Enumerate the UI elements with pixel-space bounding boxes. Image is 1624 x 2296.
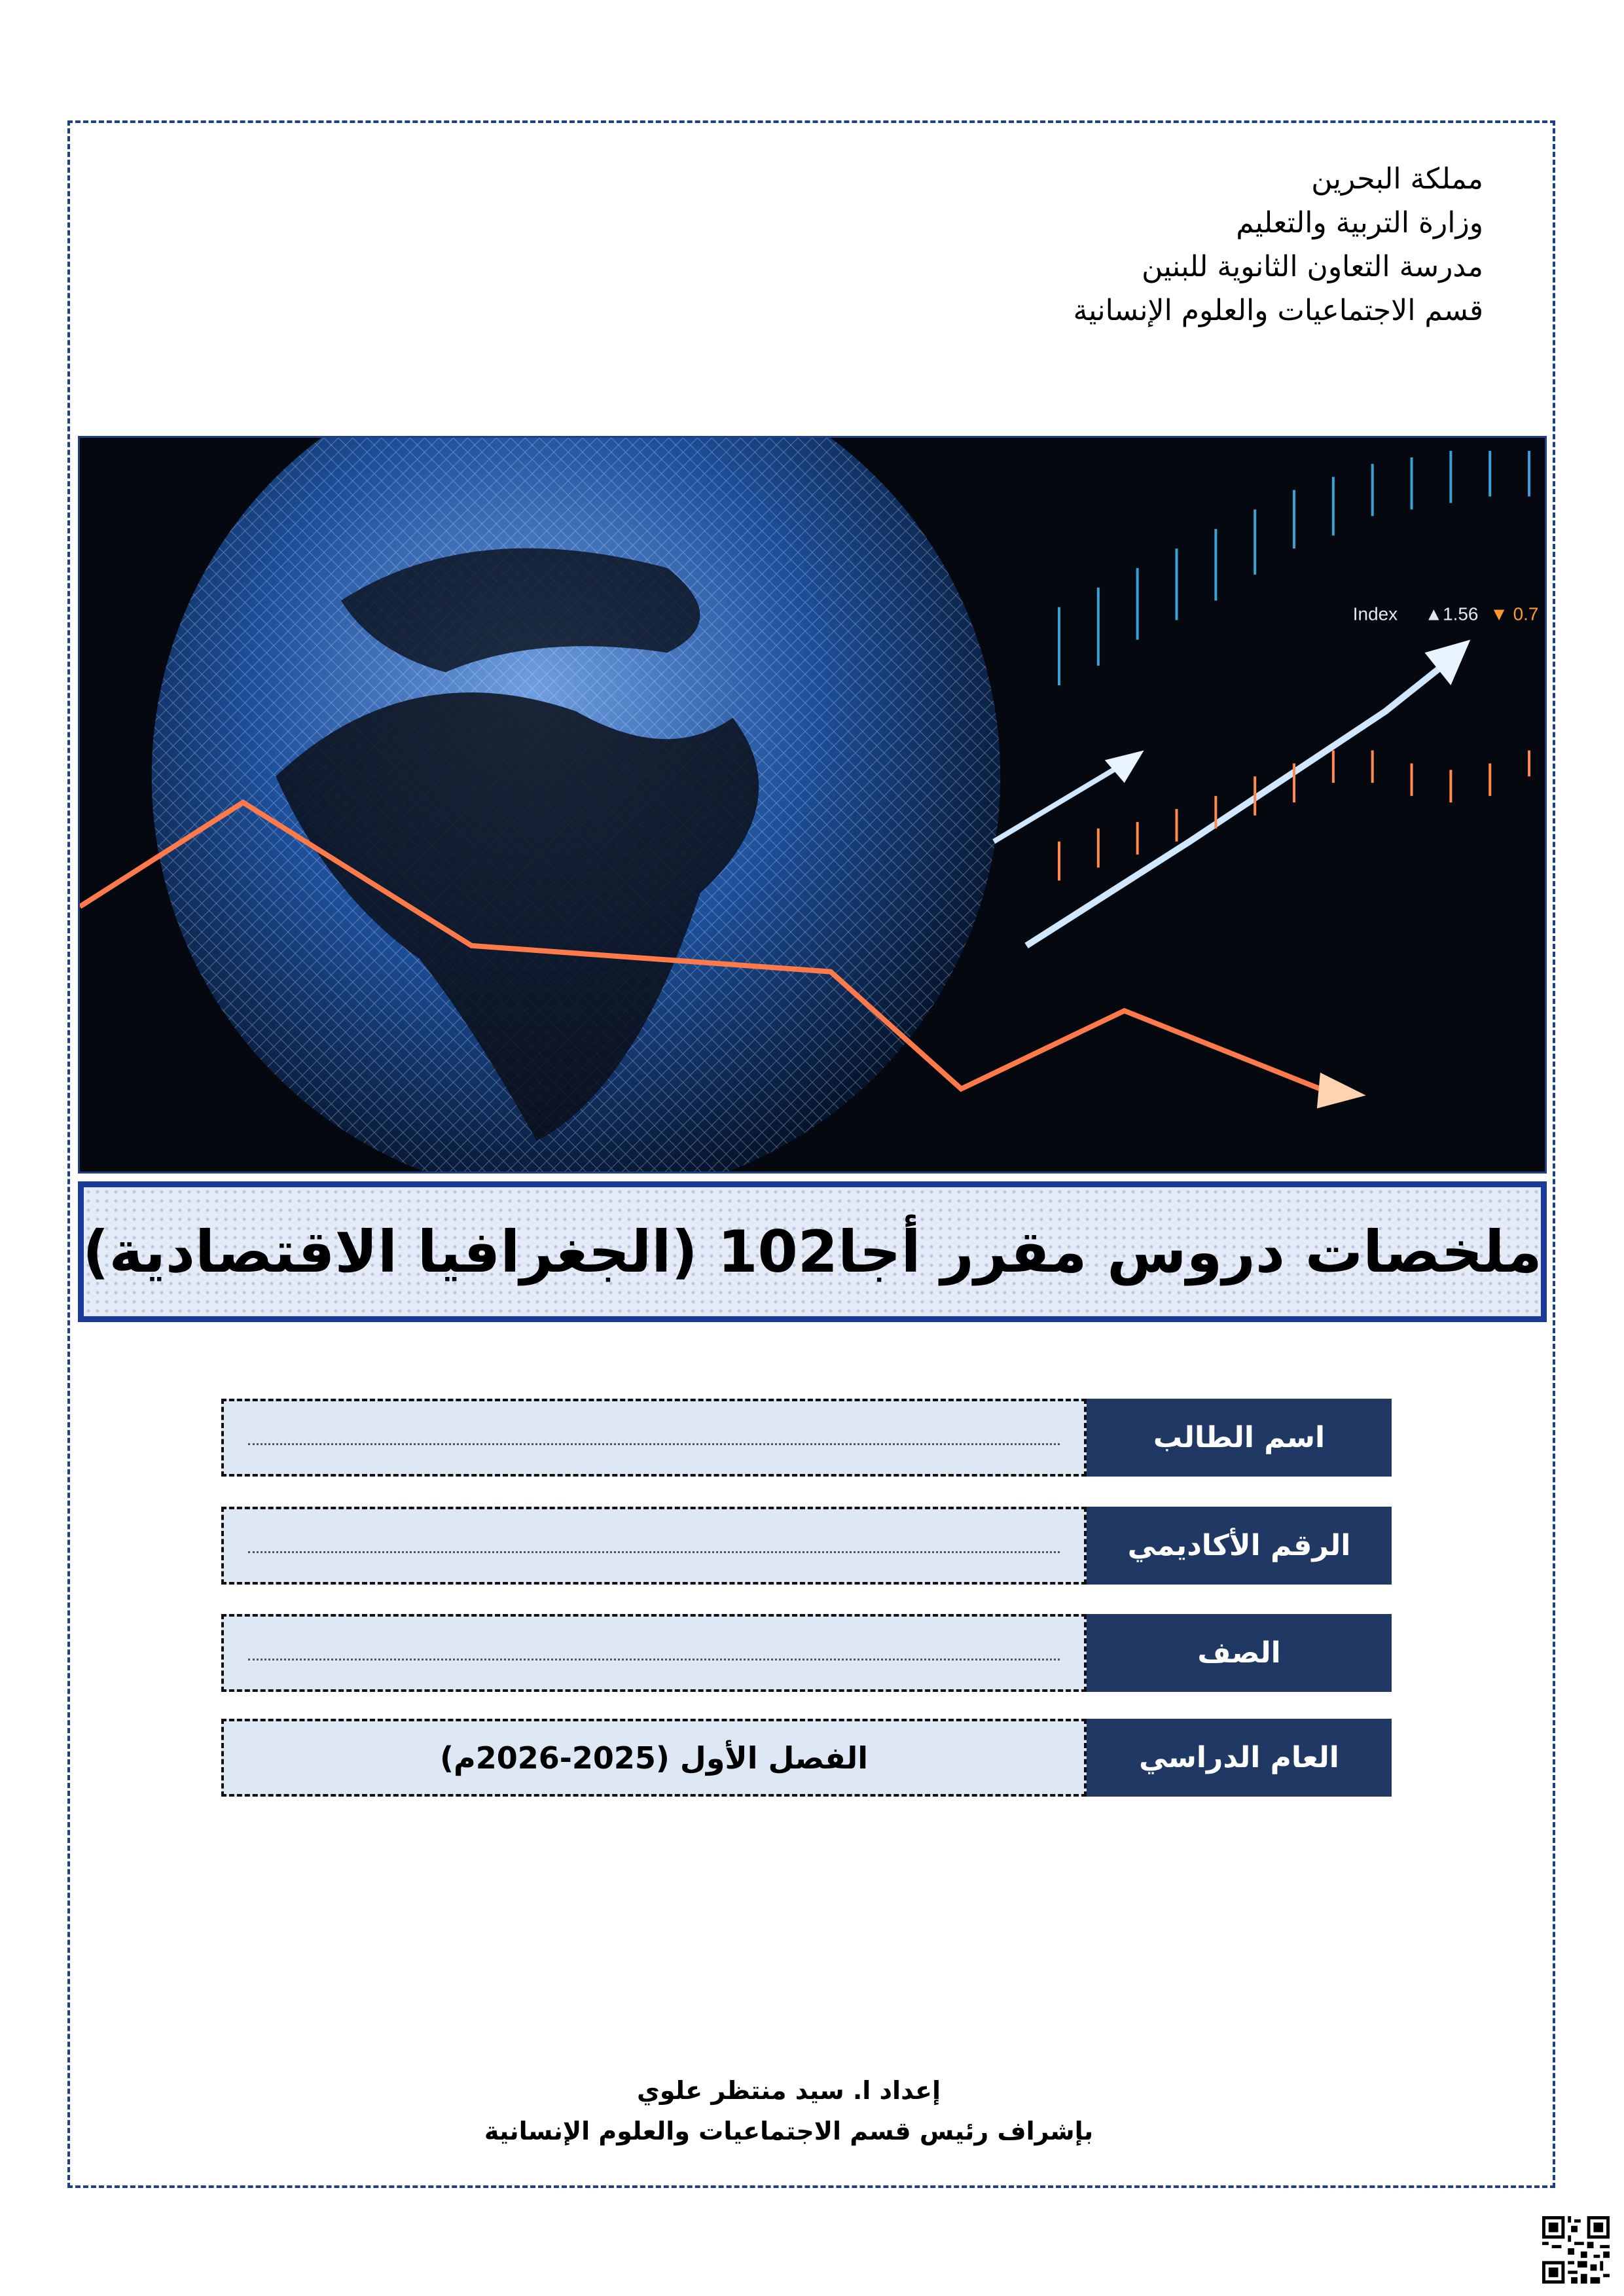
academic-year-label: العام الدراسي: [1087, 1719, 1392, 1797]
form-row-academic-year: [221, 1719, 1392, 1797]
dotted-line: [248, 1659, 1060, 1660]
title-banner: [78, 1181, 1547, 1322]
prepared-by: إعداد ا. سيد منتظر علوي: [637, 2076, 941, 2105]
index-down-value: ▼ 0.7: [1490, 603, 1539, 624]
academic-year-field: [221, 1719, 1087, 1797]
header-line-kingdom: مملكة البحرين: [1311, 162, 1483, 196]
form-row-student-name: [221, 1399, 1392, 1477]
class-field[interactable]: [221, 1614, 1087, 1692]
academic-number-field[interactable]: [221, 1507, 1087, 1585]
index-up-value: ▲1.56: [1424, 603, 1479, 624]
document-title: ملخصات دروس مقرر أجا102 (الجغرافيا الاقتصادية): [82, 1218, 1542, 1285]
supervised-by: بإشراف رئيس قسم الاجتماعيات والعلوم الإنسانية: [484, 2117, 1094, 2145]
header-line-department: قسم الاجتماعيات والعلوم الإنسانية: [1073, 294, 1483, 327]
student-name-field[interactable]: [221, 1399, 1087, 1477]
academic-year-value: الفصل الأول (2025-2026م): [439, 1740, 869, 1776]
class-label: الصف: [1087, 1614, 1392, 1692]
academic-number-label: الرقم الأكاديمي: [1087, 1507, 1392, 1585]
institution-header: [1073, 157, 1483, 332]
qr-code: [1542, 2216, 1610, 2284]
student-name-label: اسم الطالب: [1087, 1399, 1392, 1477]
index-label: Index: [1352, 603, 1398, 624]
header-line-ministry: وزارة التربية والتعليم: [1236, 206, 1483, 240]
form-row-class: [221, 1614, 1392, 1692]
dotted-line: [248, 1443, 1060, 1445]
cover-image-globe-economy: [78, 436, 1547, 1174]
header-line-school: مدرسة التعاون الثانوية للبنين: [1142, 250, 1483, 283]
dotted-line: [248, 1551, 1060, 1553]
form-row-academic-number: [221, 1507, 1392, 1585]
